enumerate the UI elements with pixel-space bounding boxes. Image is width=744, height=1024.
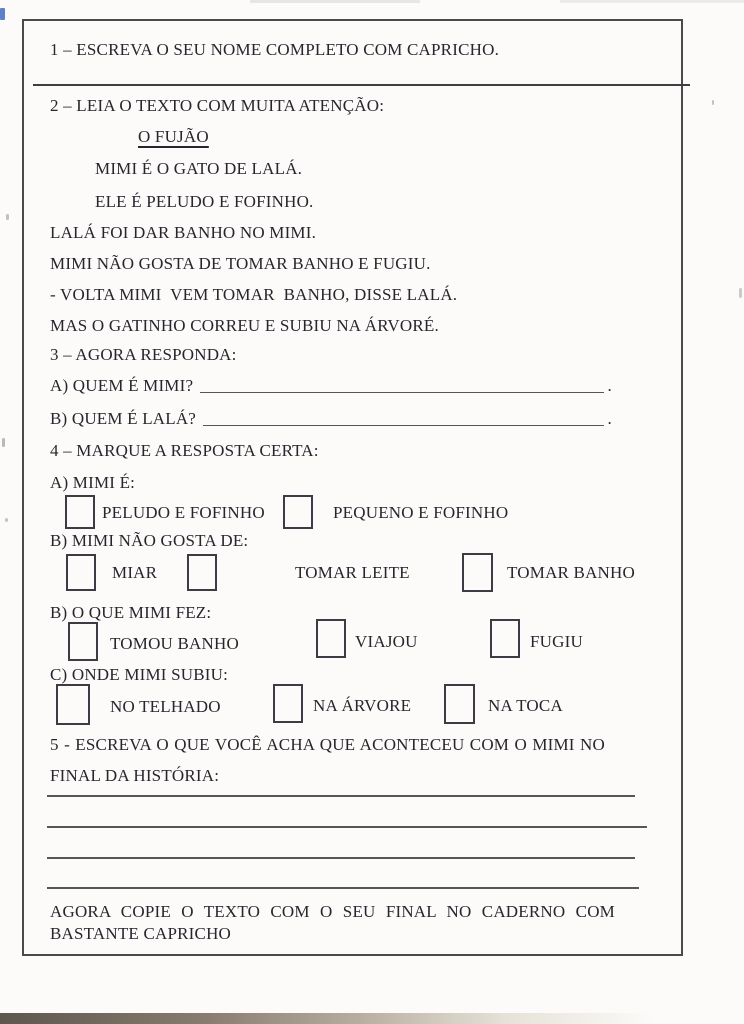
question-3a-suffix: . xyxy=(607,376,612,395)
option-label: TOMAR BANHO xyxy=(507,563,635,582)
option-label: TOMOU BANHO xyxy=(110,634,239,653)
scan-smudge-top-left xyxy=(250,0,420,3)
option-label: NA TOCA xyxy=(488,696,563,715)
scan-smudge-top-right xyxy=(560,0,744,3)
option-label: FUGIU xyxy=(530,632,583,651)
story-line: - VOLTA MIMI VEM TOMAR BANHO, DISSE LALÁ. xyxy=(50,285,458,304)
question-3a-prompt: A) QUEM É MIMI? xyxy=(50,376,194,395)
question-2-label: 2 – LEIA O TEXTO COM MUITA ATENÇÃO: xyxy=(50,96,385,115)
question-4-label: 4 – MARQUE A RESPOSTA CERTA: xyxy=(50,441,319,460)
checkbox-peludo-e-fofinho[interactable] xyxy=(65,495,95,529)
answer-line[interactable] xyxy=(203,407,603,426)
question-3b-suffix: . xyxy=(607,409,612,428)
scan-mark-blue xyxy=(0,8,5,20)
answer-line[interactable] xyxy=(47,887,639,889)
story-line: MIMI NÃO GOSTA DE TOMAR BANHO E FUGIU. xyxy=(50,254,431,273)
checkbox-tomar-leite[interactable] xyxy=(187,554,217,591)
answer-line[interactable] xyxy=(47,795,635,797)
option-label: VIAJOU xyxy=(355,632,418,651)
option-label: PELUDO E FOFINHO xyxy=(102,503,265,522)
question-4a-label: A) MIMI É: xyxy=(50,473,136,492)
checkbox-tomou-banho[interactable] xyxy=(68,622,98,661)
scan-speck-3 xyxy=(5,518,8,522)
question-4b-label: B) MIMI NÃO GOSTA DE: xyxy=(50,531,249,550)
checkbox-fugiu[interactable] xyxy=(490,619,520,658)
scan-speck-4 xyxy=(739,288,742,298)
question-3-item-b xyxy=(50,407,612,429)
section-divider-line xyxy=(33,84,690,86)
story-line: MAS O GATINHO CORREU E SUBIU NA ÁRVORÉ. xyxy=(50,316,439,335)
checkbox-miar[interactable] xyxy=(66,554,96,591)
story-line: LALÁ FOI DAR BANHO NO MIMI. xyxy=(50,223,317,242)
footer-instruction: AGORA COPIE O TEXTO COM O SEU FINAL NO CADERNO COM BASTANTE CAPRICHO xyxy=(50,902,620,943)
question-3-label: 3 – AGORA RESPONDA: xyxy=(50,345,237,364)
story-line-indented: ELE É PELUDO E FOFINHO. xyxy=(95,192,314,211)
story-title: O FUJÃO xyxy=(138,127,209,146)
option-label: TOMAR LEITE xyxy=(295,563,410,582)
scan-speck-1 xyxy=(6,214,9,220)
scan-speck-5 xyxy=(712,100,714,105)
checkbox-pequeno-e-fofinho[interactable] xyxy=(283,495,313,529)
option-label: NA ÁRVORE xyxy=(313,696,412,715)
checkbox-tomar-banho[interactable] xyxy=(462,553,493,592)
question-4d-label: C) ONDE MIMI SUBIU: xyxy=(50,665,229,684)
checkbox-na-arvore[interactable] xyxy=(273,684,303,723)
question-3b-prompt: B) QUEM É LALÁ? xyxy=(50,409,197,428)
story-line-indented: MIMI É O GATO DE LALÁ. xyxy=(95,159,303,178)
checkbox-na-toca[interactable] xyxy=(444,684,475,724)
option-label: PEQUENO E FOFINHO xyxy=(333,503,509,522)
option-label: NO TELHADO xyxy=(110,697,221,716)
answer-line[interactable] xyxy=(200,374,603,393)
answer-line[interactable] xyxy=(47,857,635,859)
question-3-item-a xyxy=(50,374,612,396)
question-1-label: 1 – ESCREVA O SEU NOME COMPLETO COM CAPRICHO. xyxy=(50,40,500,59)
scan-edge-band-bottom xyxy=(0,1013,744,1024)
checkbox-viajou[interactable] xyxy=(316,619,346,658)
question-4c-label: B) O QUE MIMI FEZ: xyxy=(50,603,212,622)
checkbox-no-telhado[interactable] xyxy=(56,684,90,725)
answer-line[interactable] xyxy=(47,826,647,828)
question-5-label: 5 - ESCREVA O QUE VOCÊ ACHA QUE ACONTECEU COM O MIMI NO FINAL DA HISTÓRIA: xyxy=(50,735,610,785)
scan-speck-2 xyxy=(2,438,5,447)
option-label: MIAR xyxy=(112,563,158,582)
